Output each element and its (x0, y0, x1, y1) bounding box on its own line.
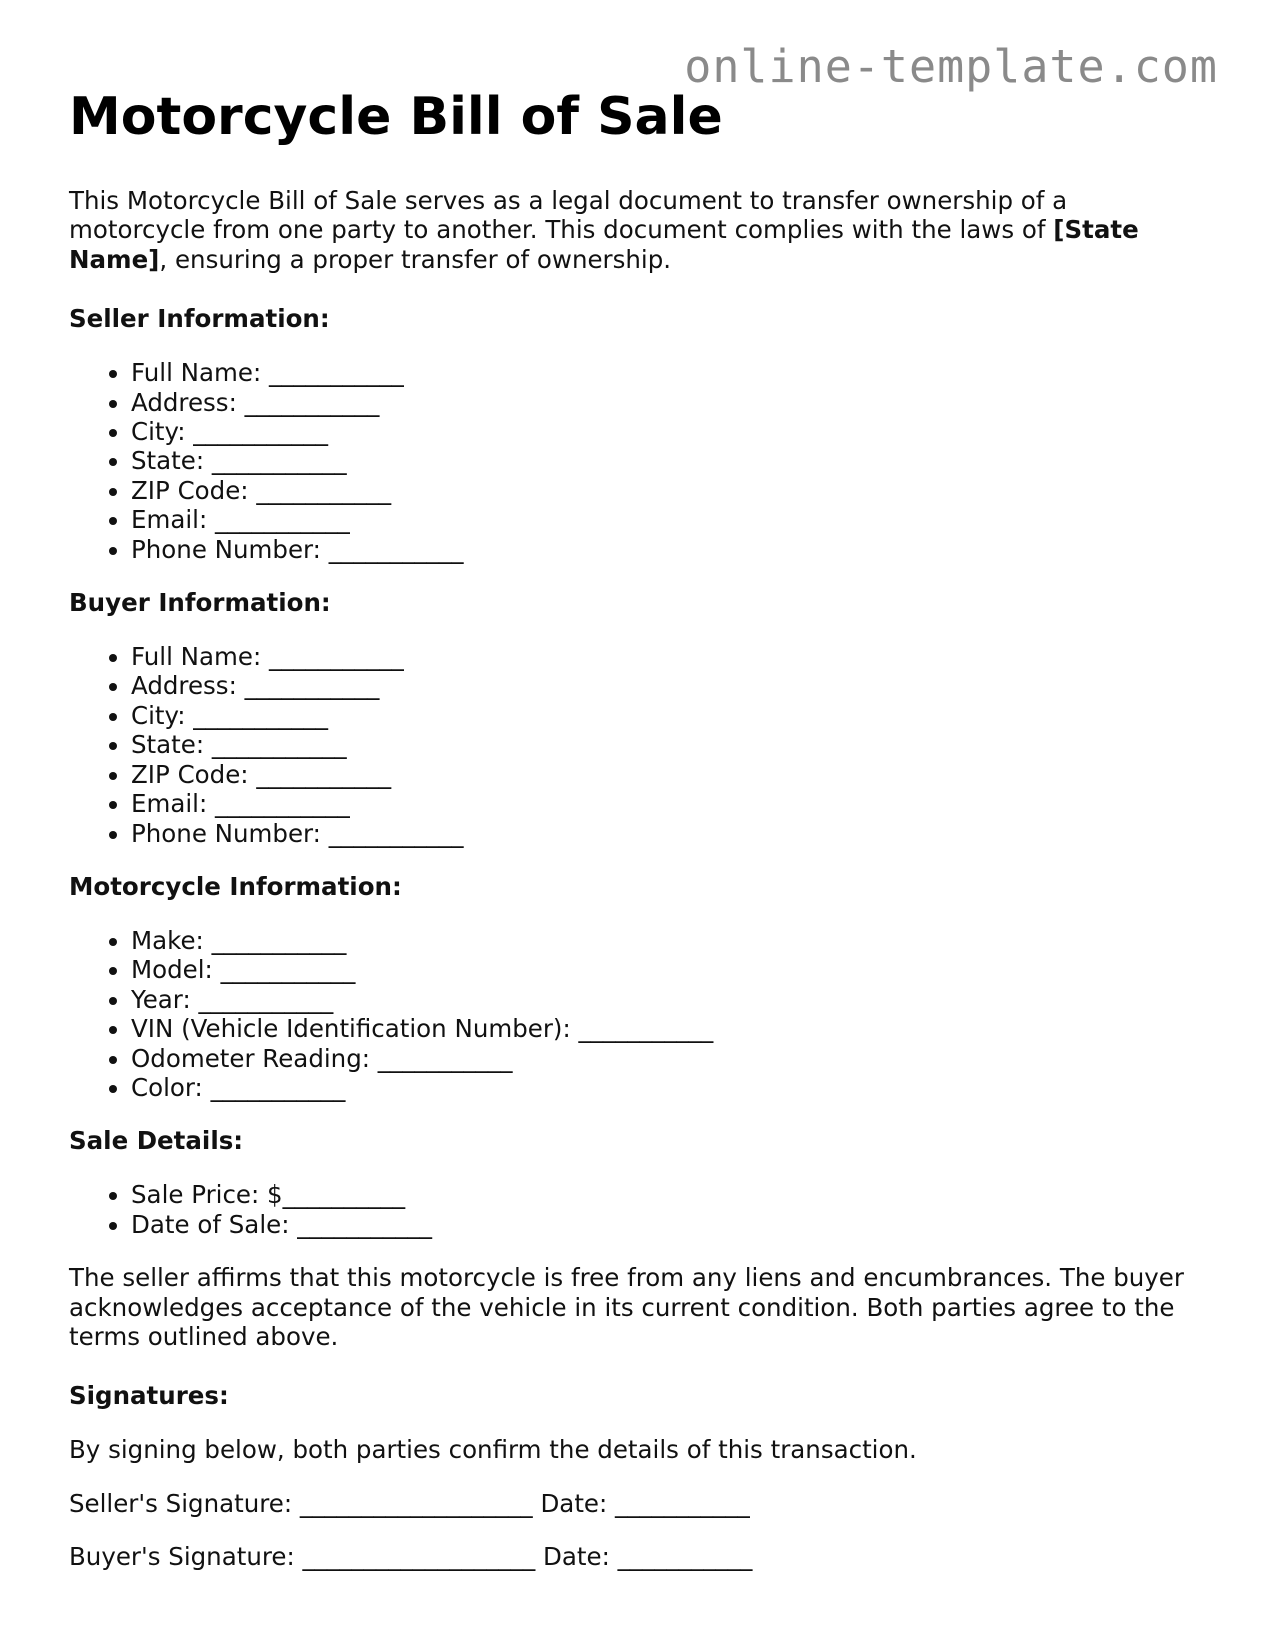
closing-paragraph: The seller affirms that this motorcycle is free from any liens and encumbrances. The buyer acknowledges acceptance of the vehicle in its current condition. Both parties agree to the terms outlined above. (69, 1263, 1184, 1351)
motorcycle-fields (69, 926, 1209, 1102)
document-body (69, 86, 1209, 1596)
motorcycle-color-field: • Color: ___________ (131, 1073, 1209, 1102)
buyer-signature-line: Buyer's Signature: ___________________ Date: ___________ (69, 1542, 753, 1572)
seller-signature-line: Seller's Signature: ___________________ Date: ___________ (69, 1488, 750, 1518)
seller-address-field: • Address: ___________ (131, 388, 1209, 417)
seller-heading: Seller Information: (69, 304, 330, 334)
sale-price-field: • Sale Price: $__________ (131, 1180, 1209, 1209)
motorcycle-heading: Motorcycle Information: (69, 871, 402, 901)
motorcycle-model-field: • Model: ___________ (131, 955, 1209, 984)
seller-city-field: • City: ___________ (131, 417, 1209, 446)
buyer-state-field: • State: ___________ (131, 730, 1209, 759)
sale-date-field: • Date of Sale: ___________ (131, 1210, 1209, 1239)
seller-phone-field: • Phone Number: ___________ (131, 535, 1209, 564)
buyer-address-field: • Address: ___________ (131, 671, 1209, 700)
seller-fields (69, 358, 1209, 564)
state-name-placeholder: [State Name] (69, 215, 1139, 274)
seller-email-field: • Email: ___________ (131, 505, 1209, 534)
buyer-phone-field: • Phone Number: ___________ (131, 819, 1209, 848)
page-title: Motorcycle Bill of Sale (69, 87, 723, 147)
watermark: online-template.com (684, 40, 1218, 93)
intro-text-2: , ensuring a proper transfer of ownership. (159, 244, 672, 274)
sale-fields (69, 1180, 1209, 1239)
buyer-full-name-field: • Full Name: ___________ (131, 642, 1209, 671)
buyer-email-field: • Email: ___________ (131, 789, 1209, 818)
seller-full-name-field: • Full Name: ___________ (131, 358, 1209, 387)
motorcycle-odometer-field: • Odometer Reading: ___________ (131, 1044, 1209, 1073)
motorcycle-vin-field: • VIN (Vehicle Identification Number): ___________ (131, 1014, 1209, 1043)
buyer-fields (69, 642, 1209, 848)
motorcycle-make-field: • Make: ___________ (131, 926, 1209, 955)
intro-text-1: This Motorcycle Bill of Sale serves as a legal document to transfer ownership of a motorcycle from one party to another. This document complies with the laws of (69, 186, 1068, 245)
signatures-confirm-text: By signing below, both parties confirm the details of this transaction. (69, 1435, 917, 1465)
sale-heading: Sale Details: (69, 1126, 244, 1156)
seller-state-field: • State: ___________ (131, 446, 1209, 475)
buyer-city-field: • City: ___________ (131, 701, 1209, 730)
motorcycle-year-field: • Year: ___________ (131, 985, 1209, 1014)
seller-zip-field: • ZIP Code: ___________ (131, 476, 1209, 505)
buyer-heading: Buyer Information: (69, 588, 331, 618)
signatures-heading: Signatures: (69, 1381, 229, 1411)
buyer-zip-field: • ZIP Code: ___________ (131, 760, 1209, 789)
intro-paragraph (69, 186, 1209, 274)
